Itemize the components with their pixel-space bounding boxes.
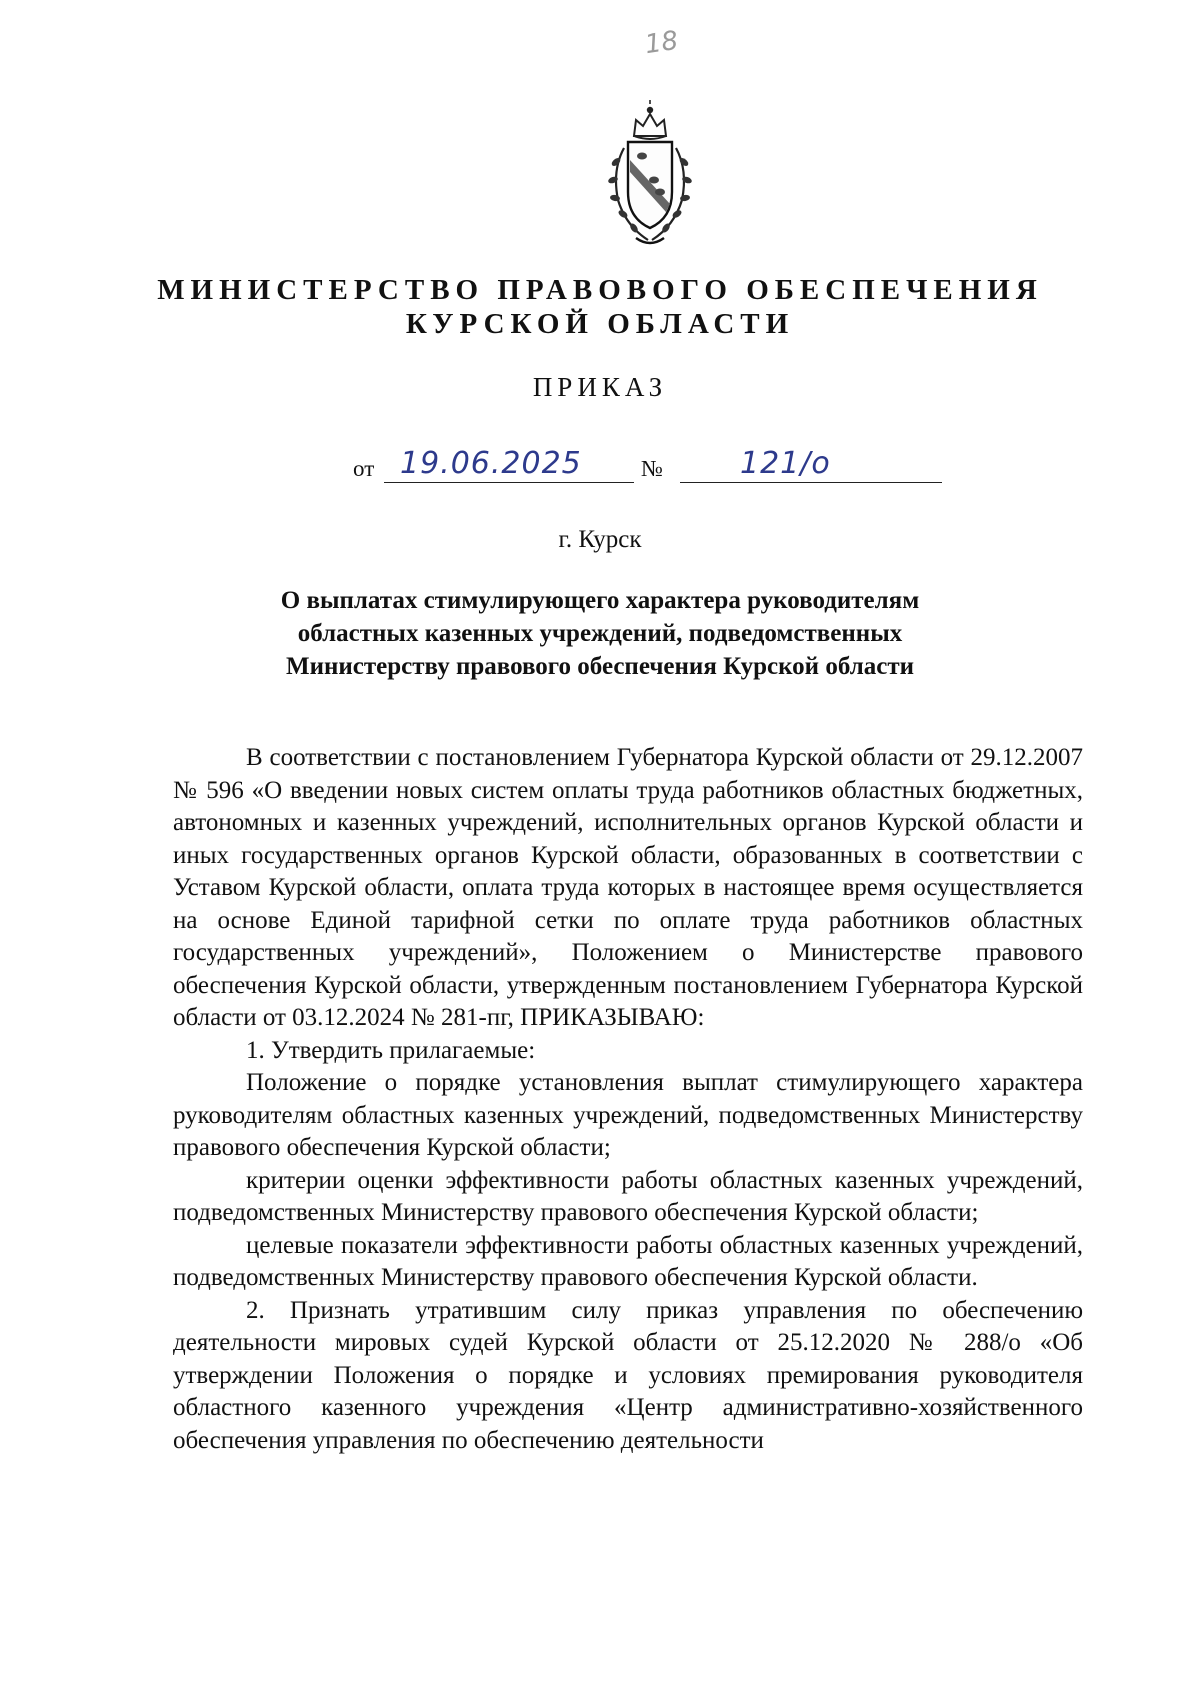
- title-line2: областных казенных учреждений, подведомственных: [297, 620, 903, 647]
- item-2: 2. Признать утратившим силу приказ управления по обеспечению деятельности мировых судей Курской области от 25.12.2020 № 288/о «Об утверждении Положения о порядке и условиях премирования руководителя областного казенного учреждения «Центр административно-хозяйственного обеспечения управления по обеспечению деятельности: [173, 1296, 1083, 1454]
- handwritten-date: 19.06.2025: [400, 446, 582, 481]
- handwritten-number: 121/о: [740, 446, 831, 481]
- ministry-name-line1: МИНИСТЕРСТВО ПРАВОВОГО ОБЕСПЕЧЕНИЯ: [157, 274, 1043, 306]
- title-line3: Министерству правового обеспечения Курской области: [285, 653, 915, 680]
- item-1-criteria: критерии оценки эффективности работы областных казенных учреждений, подведомственных Министерству правового обеспечения Курской области;: [173, 1166, 1083, 1226]
- title-line1: О выплатах стимулирующего характера руководителям: [280, 587, 920, 614]
- document-type: ПРИКАЗ: [532, 372, 668, 402]
- date-number-row: [0, 446, 1200, 486]
- document-body: [173, 742, 1083, 1457]
- city-line: г. Курск: [558, 526, 642, 553]
- from-label: от: [353, 456, 375, 481]
- coat-of-arms-kursk-icon: [590, 100, 710, 250]
- date-underline: [384, 482, 634, 483]
- item-1: 1. Утвердить прилагаемые:: [246, 1036, 536, 1064]
- ministry-name-line2: КУРСКОЙ ОБЛАСТИ: [405, 308, 795, 340]
- preamble-paragraph: В соответствии с постановлением Губернатора Курской области от 29.12.2007 № 596 «О введении новых систем оплаты труда работников областных бюджетных, автономных и казенных учреждений, исполнительных органов Курской области и иных государственных органов Курской области, образованных в соответствии с Уставом Курской области, оплата труда которых в настоящее время осуществляется на основе Единой тарифной сетки по оплате труда работников областных государственных учреждений», Положением о Министерстве правового обеспечения Курской области, утвержденным постановлением Губернатора Курской области от 03.12.2024 № 281-пг, ПРИКАЗЫВАЮ:: [173, 744, 1083, 1031]
- item-1-targets: целевые показатели эффективности работы областных казенных учреждений, подведомственных Министерству правового обеспечения Курской области.: [173, 1231, 1083, 1291]
- number-label: №: [641, 456, 663, 481]
- number-underline: [680, 482, 942, 483]
- document-title: [0, 584, 1200, 683]
- handwritten-page-number: 18: [643, 25, 681, 61]
- item-1-regulation: Положение о порядке установления выплат стимулирующего характера руководителям областных казенных учреждений, подведомственных Министерству правового обеспечения Курской области;: [173, 1069, 1083, 1161]
